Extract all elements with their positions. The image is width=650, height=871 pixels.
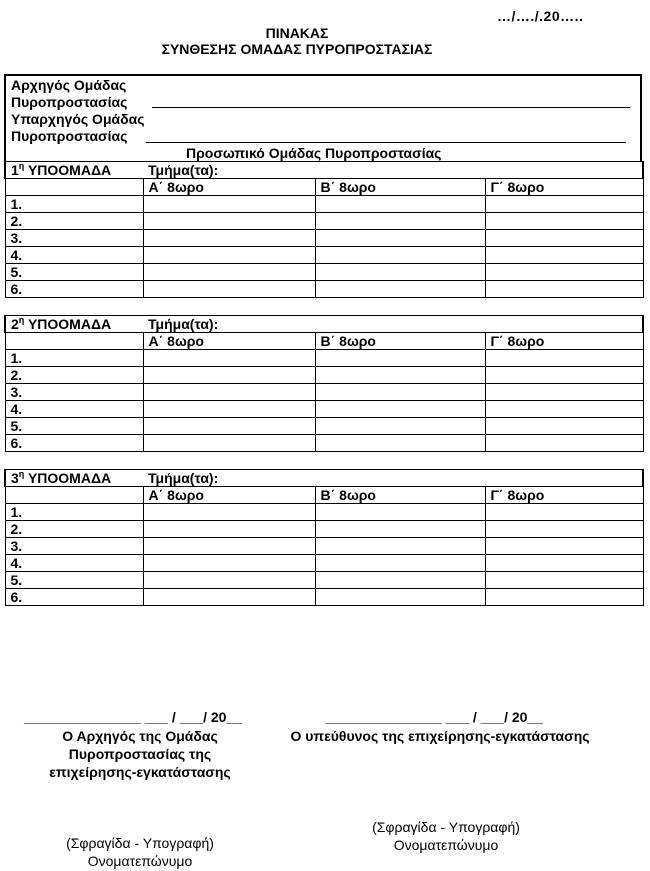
table-row: 1. xyxy=(5,350,643,367)
dept-label: Τμήμα(τα): xyxy=(143,162,315,179)
cell-input[interactable] xyxy=(485,213,643,230)
cell-input[interactable] xyxy=(485,435,643,452)
deputy-label-2: Πυροπροστασίας xyxy=(11,128,128,144)
cell-input[interactable] xyxy=(315,555,485,572)
left-stamp-block xyxy=(20,834,260,870)
form-title: ΠΙΝΑΚΑΣ xyxy=(265,25,329,41)
staff-title: Προσωπικό Ομάδας Πυροπροστασίας xyxy=(186,145,442,161)
left-signatory xyxy=(20,727,260,781)
table-row: 5. xyxy=(5,264,643,281)
subgroup-label: $3^\eta$ ΥΠΟΟΜΑΔΑ xyxy=(5,470,143,487)
cell-input[interactable] xyxy=(315,247,485,264)
cell-input[interactable] xyxy=(143,572,315,589)
cell-input[interactable] xyxy=(315,213,485,230)
cell-input[interactable] xyxy=(315,384,485,401)
cell-input[interactable] xyxy=(485,196,643,213)
left-title-3: επιχείρησης-εγκατάστασης xyxy=(49,764,231,780)
cell-input[interactable] xyxy=(315,281,485,298)
shift-c-header: Γ΄ 8ωρο xyxy=(485,333,643,350)
cell-input[interactable] xyxy=(143,213,315,230)
cell-input[interactable] xyxy=(485,247,643,264)
shift-a-header: Α΄ 8ωρο xyxy=(143,333,315,350)
shift-a-header: Α΄ 8ωρο xyxy=(143,179,315,196)
cell-input[interactable] xyxy=(143,384,315,401)
deputy-label-1: Υπαρχηγός Ομάδας xyxy=(11,111,145,127)
table-row: 4. xyxy=(5,401,643,418)
table-row: 6. xyxy=(5,281,643,298)
cell-input[interactable] xyxy=(485,418,643,435)
table-row: 3. xyxy=(5,230,643,247)
cell-input[interactable] xyxy=(143,589,315,606)
dept-label: Τμήμα(τα): xyxy=(143,470,315,487)
table-row: 4. xyxy=(5,247,643,264)
cell-input[interactable] xyxy=(315,435,485,452)
cell-input[interactable] xyxy=(315,367,485,384)
table-row: 3. xyxy=(5,538,643,555)
cell-input[interactable] xyxy=(485,264,643,281)
subgroup-2-table xyxy=(4,315,644,452)
cell-input[interactable] xyxy=(315,264,485,281)
cell-input[interactable] xyxy=(143,435,315,452)
subgroup-label: $1^\eta$ ΥΠΟΟΜΑΔΑ xyxy=(5,162,143,179)
subgroup-label: $2^\eta$ ΥΠΟΟΜΑΔΑ xyxy=(5,316,143,333)
shift-b-header: Β΄ 8ωρο xyxy=(315,487,485,504)
cell-input[interactable] xyxy=(143,281,315,298)
right-stamp-block xyxy=(326,818,566,854)
table-row: 5. xyxy=(5,572,643,589)
right-signatory xyxy=(270,727,610,745)
cell-input[interactable] xyxy=(485,230,643,247)
cell-input[interactable] xyxy=(315,418,485,435)
cell-input[interactable] xyxy=(315,401,485,418)
subgroup-1-table xyxy=(4,161,644,298)
cell-input[interactable] xyxy=(485,367,643,384)
cell-input[interactable] xyxy=(143,350,315,367)
cell-input[interactable] xyxy=(485,555,643,572)
left-stamp-label: (Σφραγίδα - Υπογραφή) xyxy=(66,835,214,851)
cell-input[interactable] xyxy=(315,572,485,589)
cell-input[interactable] xyxy=(143,367,315,384)
cell-input[interactable] xyxy=(485,350,643,367)
date-top: …/…./.20….. xyxy=(497,8,584,24)
cell-input[interactable] xyxy=(315,350,485,367)
cell-input[interactable] xyxy=(485,401,643,418)
right-title: Ο υπεύθυνος της επιχείρησης-εγκατάστασης xyxy=(290,728,590,744)
table-row: 3. xyxy=(5,384,643,401)
right-name-label: Ονοματεπώνυμο xyxy=(393,837,499,853)
cell-input[interactable] xyxy=(143,247,315,264)
cell-input[interactable] xyxy=(315,230,485,247)
table-row: 2. xyxy=(5,213,643,230)
cell-input[interactable] xyxy=(143,555,315,572)
deputy-name-field[interactable] xyxy=(146,142,626,143)
cell-input[interactable] xyxy=(143,401,315,418)
table-row: 5. xyxy=(5,418,643,435)
dept-label: Τμήμα(τα): xyxy=(143,316,315,333)
table-row: 1. xyxy=(5,504,643,521)
cell-input[interactable] xyxy=(315,521,485,538)
shift-b-header: Β΄ 8ωρο xyxy=(315,333,485,350)
shift-a-header: Α΄ 8ωρο xyxy=(143,487,315,504)
left-title-1: Ο Αρχηγός της Ομάδας xyxy=(62,728,218,744)
cell-input[interactable] xyxy=(143,264,315,281)
subgroup-3-table xyxy=(4,469,644,606)
cell-input[interactable] xyxy=(485,521,643,538)
cell-input[interactable] xyxy=(485,504,643,521)
cell-input[interactable] xyxy=(315,538,485,555)
cell-input[interactable] xyxy=(485,589,643,606)
cell-input[interactable] xyxy=(315,196,485,213)
cell-input[interactable] xyxy=(315,589,485,606)
cell-input[interactable] xyxy=(143,538,315,555)
leader-label-1: Αρχηγός Ομάδας xyxy=(11,77,127,93)
cell-input[interactable] xyxy=(143,418,315,435)
left-title-2: Πυροπροστασίας της xyxy=(68,746,212,762)
table-row: 6. xyxy=(5,589,643,606)
cell-input[interactable] xyxy=(485,384,643,401)
right-stamp-label: (Σφραγίδα - Υπογραφή) xyxy=(372,819,520,835)
table-row: 1. xyxy=(5,196,643,213)
table-row: 6. xyxy=(5,435,643,452)
leader-name-field[interactable] xyxy=(152,107,630,108)
table-row: 2. xyxy=(5,521,643,538)
cell-input[interactable] xyxy=(143,230,315,247)
cell-input[interactable] xyxy=(485,281,643,298)
table-row: 2. xyxy=(5,367,643,384)
form-subtitle: ΣΥΝΘΕΣΗΣ ΟΜΑΔΑΣ ΠΥΡΟΠΡΟΣΤΑΣΙΑΣ xyxy=(161,41,433,57)
cell-input[interactable] xyxy=(485,572,643,589)
left-dateline[interactable]: _______________ ___ / ___/ 20__ xyxy=(24,709,242,725)
shift-c-header: Γ΄ 8ωρο xyxy=(485,487,643,504)
cell-input[interactable] xyxy=(143,196,315,213)
right-dateline[interactable]: _______________ ___ / ___/ 20__ xyxy=(325,709,543,725)
cell-input[interactable] xyxy=(315,504,485,521)
left-name-label: Ονοματεπώνυμο xyxy=(87,853,193,869)
cell-input[interactable] xyxy=(143,521,315,538)
leader-label-2: Πυροπροστασίας xyxy=(11,94,128,110)
cell-input[interactable] xyxy=(485,538,643,555)
table-row: 4. xyxy=(5,555,643,572)
shift-b-header: Β΄ 8ωρο xyxy=(315,179,485,196)
cell-input[interactable] xyxy=(143,504,315,521)
shift-c-header: Γ΄ 8ωρο xyxy=(485,179,643,196)
